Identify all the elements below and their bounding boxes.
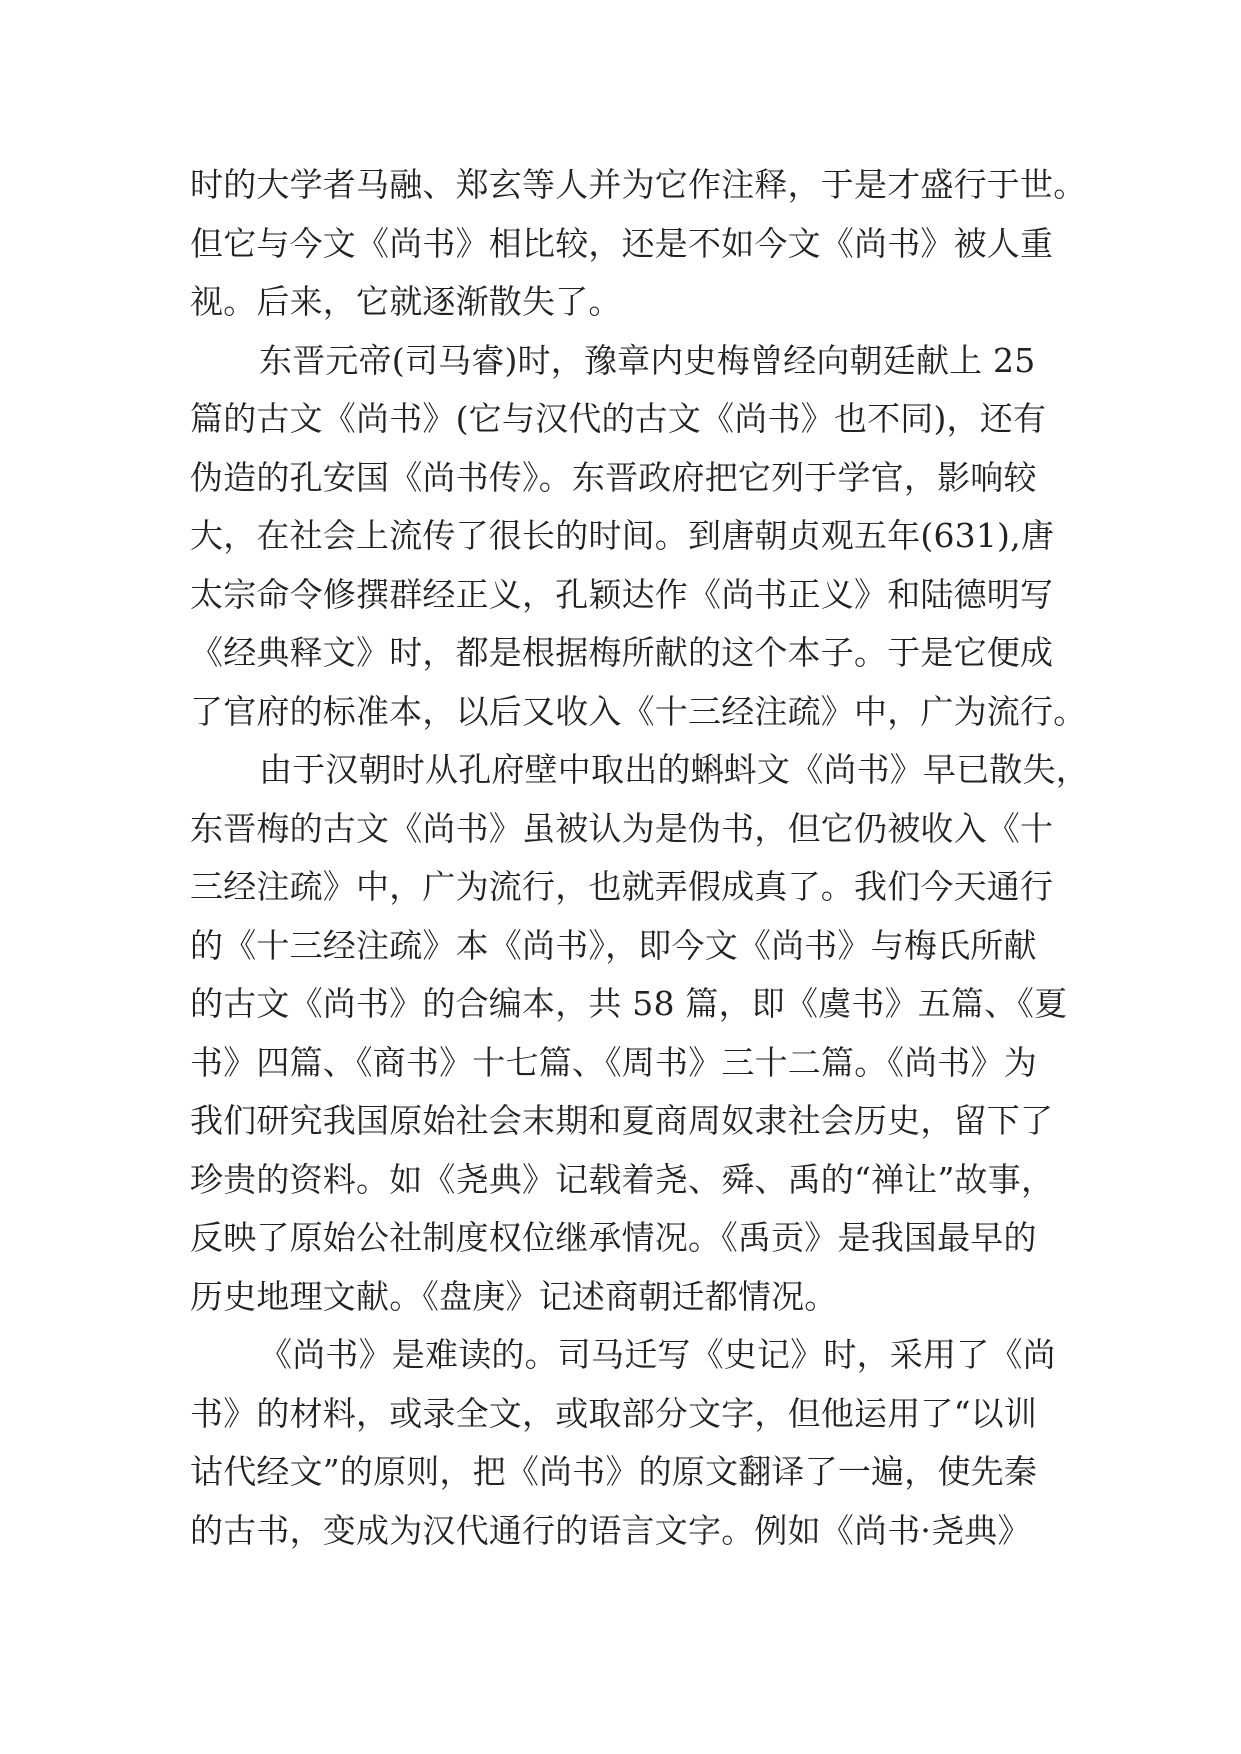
text-line: 篇的古文《尚书》(它与汉代的古文《尚书》也不同)，还有: [190, 399, 1047, 438]
text-line: 诂代经文”的原则，把《尚书》的原文翻译了一遍，使先秦: [190, 1452, 1038, 1491]
text-line: 东晋梅的古文《尚书》虽被认为是伪书，但它仍被收入《十: [190, 808, 1054, 848]
text-line: 的古书，变成为汉代通行的语言文字。例如《尚书·尧典》: [190, 1510, 1031, 1550]
text-line: 的《十三经注疏》本《尚书》，即今文《尚书》与梅氏所献: [190, 925, 1037, 965]
text-line: 伪造的孔安国《尚书传》。东晋政府把它列于学官，影响较: [190, 457, 1037, 497]
paragraph-start-line: 东晋元帝(司马睿)时，豫章内史梅曾经向朝廷献上 25: [259, 340, 1036, 380]
text-line: 太宗命令修撰群经正义，孔颖达作《尚书正义》和陆德明写: [190, 574, 1054, 614]
text-line: 三经注疏》中，广为流行，也就弄假成真了。我们今天通行: [190, 867, 1054, 906]
text-line: 了官府的标准本，以后又收入《十三经注疏》中，广为流行。: [190, 691, 1087, 731]
paragraph-start-line: 由于汉朝时从孔府壁中取出的蝌蚪文《尚书》早已散失，: [259, 750, 1089, 789]
text-line: 视。后来，它就逐渐散失了。: [190, 282, 622, 321]
text-line: 我们研究我国原始社会末期和夏商周奴隶社会历史，留下了: [190, 1101, 1054, 1140]
text-line: 书》四篇、《商书》十七篇、《周书》三十二篇。《尚书》为: [190, 1042, 1037, 1082]
text-line: 时的大学者马融、郑玄等人并为它作注释，于是才盛行于世。: [190, 165, 1087, 204]
text-line: 书》的材料，或录全文，或取部分文字，但他运用了“以训: [190, 1393, 1038, 1433]
document-body: [190, 156, 1089, 1560]
text-line: 的古文《尚书》的合编本，共 58 篇，即《虞书》五篇、《夏: [190, 984, 1068, 1023]
text-line: 历史地理文献。《盘庚》记述商朝迁都情况。: [190, 1276, 838, 1316]
text-line: 大，在社会上流传了很长的时间。到唐朝贞观五年(631),唐: [190, 516, 1055, 555]
text-line: 《经典释文》时，都是根据梅所献的这个本子。于是它便成: [190, 633, 1054, 672]
text-line: 珍贵的资料。如《尧典》记载着尧、舜、禹的“禅让”故事，: [190, 1159, 1055, 1199]
paragraph-start-line: 《尚书》是难读的。司马迁写《史记》时，采用了《尚: [259, 1335, 1056, 1374]
text-line: 反映了原始公社制度权位继承情况。《禹贡》是我国最早的: [190, 1218, 1037, 1257]
text-line: 但它与今文《尚书》相比较，还是不如今文《尚书》被人重: [190, 223, 1054, 263]
